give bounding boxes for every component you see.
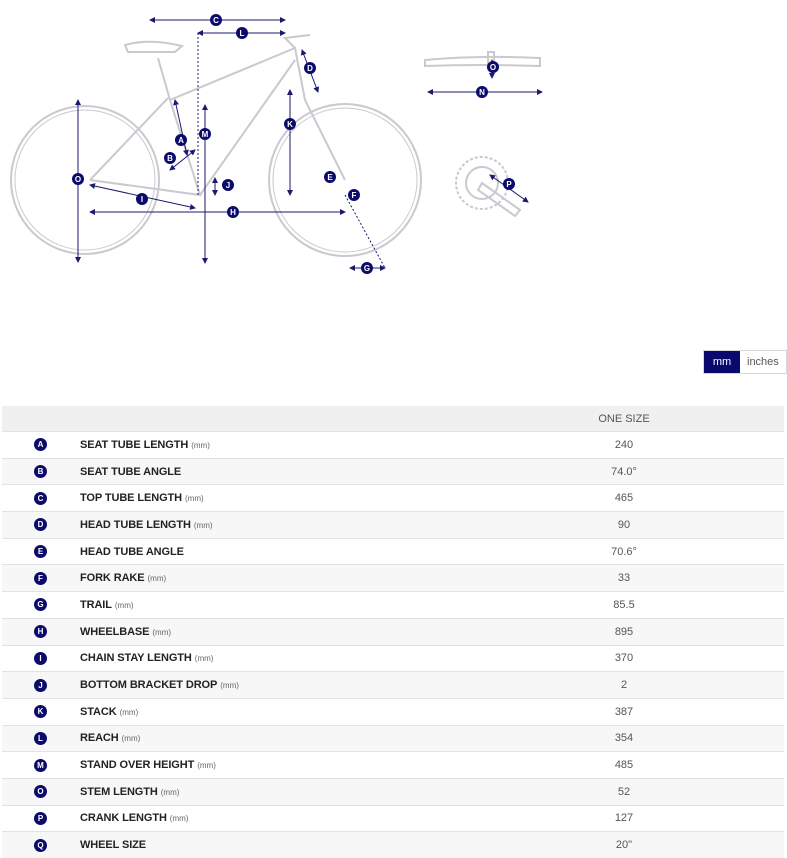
row-badge: F (34, 572, 47, 585)
row-label: STEM LENGTH (80, 786, 158, 798)
row-value: 90 (464, 519, 784, 531)
row-label: TRAIL (80, 599, 112, 611)
row-badge: H (34, 625, 47, 638)
row-value: 20" (464, 839, 784, 851)
unit-inches-button[interactable]: inches (740, 351, 786, 373)
svg-text:J: J (226, 181, 230, 190)
row-unit: (mm) (120, 708, 139, 717)
row-value: 485 (464, 759, 784, 771)
bike-geometry-diagram (0, 0, 787, 300)
svg-text:D: D (307, 64, 313, 73)
table-row (2, 805, 784, 832)
table-row (2, 458, 784, 485)
row-badge: B (34, 465, 47, 478)
unit-mm-button[interactable]: mm (704, 351, 740, 373)
row-label: SEAT TUBE ANGLE (80, 466, 181, 478)
unit-toggle (703, 350, 787, 374)
table-row (2, 565, 784, 592)
row-badge: O (34, 785, 47, 798)
row-unit: (mm) (191, 441, 210, 450)
table-row (2, 485, 784, 512)
row-badge: P (34, 812, 47, 825)
badge-E (324, 171, 336, 183)
row-unit: (mm) (122, 734, 141, 743)
row-value: 465 (464, 492, 784, 504)
geometry-table-body (2, 432, 784, 858)
svg-text:K: K (287, 120, 293, 129)
row-value: 370 (464, 652, 784, 664)
badge-G (361, 262, 373, 274)
svg-text:O: O (75, 175, 81, 184)
bike-outline (11, 35, 540, 256)
row-label: WHEELBASE (80, 626, 149, 638)
table-header-row (2, 406, 784, 432)
row-value: 240 (464, 439, 784, 451)
row-unit: (mm) (152, 628, 171, 637)
svg-text:I: I (141, 195, 143, 204)
row-unit: (mm) (195, 654, 214, 663)
row-value: 52 (464, 786, 784, 798)
row-value: 127 (464, 812, 784, 824)
badge-O-stem (487, 61, 499, 73)
svg-text:F: F (352, 191, 357, 200)
table-row (2, 698, 784, 725)
table-row (2, 538, 784, 565)
row-badge: K (34, 705, 47, 718)
svg-text:L: L (240, 29, 245, 38)
badge-B (164, 152, 176, 164)
table-row (2, 512, 784, 539)
row-label: FORK RAKE (80, 572, 145, 584)
row-badge: G (34, 598, 47, 611)
table-row (2, 778, 784, 805)
row-label: REACH (80, 732, 119, 744)
row-label: STACK (80, 706, 117, 718)
svg-text:M: M (202, 130, 209, 139)
row-badge: I (34, 652, 47, 665)
badge-M (199, 128, 211, 140)
row-label: CRANK LENGTH (80, 812, 167, 824)
row-label: TOP TUBE LENGTH (80, 492, 182, 504)
svg-text:E: E (327, 173, 333, 182)
row-label: BOTTOM BRACKET DROP (80, 679, 217, 691)
row-badge: E (34, 545, 47, 558)
svg-text:B: B (167, 154, 173, 163)
table-row (2, 832, 784, 858)
row-value: 70.6° (464, 546, 784, 558)
badge-J (222, 179, 234, 191)
svg-text:A: A (178, 136, 184, 145)
badge-D (304, 62, 316, 74)
badge-L (236, 27, 248, 39)
row-label: HEAD TUBE LENGTH (80, 519, 191, 531)
badge-P (503, 178, 515, 190)
badge-H (227, 206, 239, 218)
row-badge: L (34, 732, 47, 745)
row-value: 895 (464, 626, 784, 638)
row-label: CHAIN STAY LENGTH (80, 652, 192, 664)
row-unit: (mm) (170, 814, 189, 823)
row-value: 74.0° (464, 466, 784, 478)
badge-N (476, 86, 488, 98)
row-unit: (mm) (185, 494, 204, 503)
table-row (2, 432, 784, 459)
svg-text:C: C (213, 16, 219, 25)
row-value: 387 (464, 706, 784, 718)
row-badge: A (34, 438, 47, 451)
row-unit: (mm) (194, 521, 213, 530)
svg-text:G: G (364, 264, 370, 273)
row-unit: (mm) (115, 601, 134, 610)
badge-A (175, 134, 187, 146)
badge-C (210, 14, 222, 26)
svg-text:N: N (479, 88, 485, 97)
table-row (2, 672, 784, 699)
rear-wheel (11, 106, 159, 254)
row-value: 33 (464, 572, 784, 584)
svg-text:O: O (490, 63, 496, 72)
row-value: 2 (464, 679, 784, 691)
row-badge: Q (34, 839, 47, 852)
table-row (2, 618, 784, 645)
table-row (2, 645, 784, 672)
table-row (2, 752, 784, 779)
table-row (2, 592, 784, 619)
table-row (2, 725, 784, 752)
svg-text:P: P (506, 180, 512, 189)
badge-K (284, 118, 296, 130)
row-label: HEAD TUBE ANGLE (80, 546, 184, 558)
row-badge: J (34, 679, 47, 692)
row-badge: M (34, 759, 47, 772)
geometry-table (2, 406, 784, 858)
badge-I (136, 193, 148, 205)
badge-O-main (72, 173, 84, 185)
row-unit: (mm) (197, 761, 216, 770)
size-column-header: ONE SIZE (464, 406, 784, 432)
row-badge: D (34, 518, 47, 531)
row-unit: (mm) (220, 681, 239, 690)
row-value: 354 (464, 732, 784, 744)
svg-text:H: H (230, 208, 236, 217)
badge-F (348, 189, 360, 201)
row-unit: (mm) (148, 574, 167, 583)
row-label: WHEEL SIZE (80, 839, 146, 851)
row-unit: (mm) (161, 788, 180, 797)
row-label: STAND OVER HEIGHT (80, 759, 194, 771)
row-badge: C (34, 492, 47, 505)
row-label: SEAT TUBE LENGTH (80, 439, 188, 451)
row-value: 85.5 (464, 599, 784, 611)
